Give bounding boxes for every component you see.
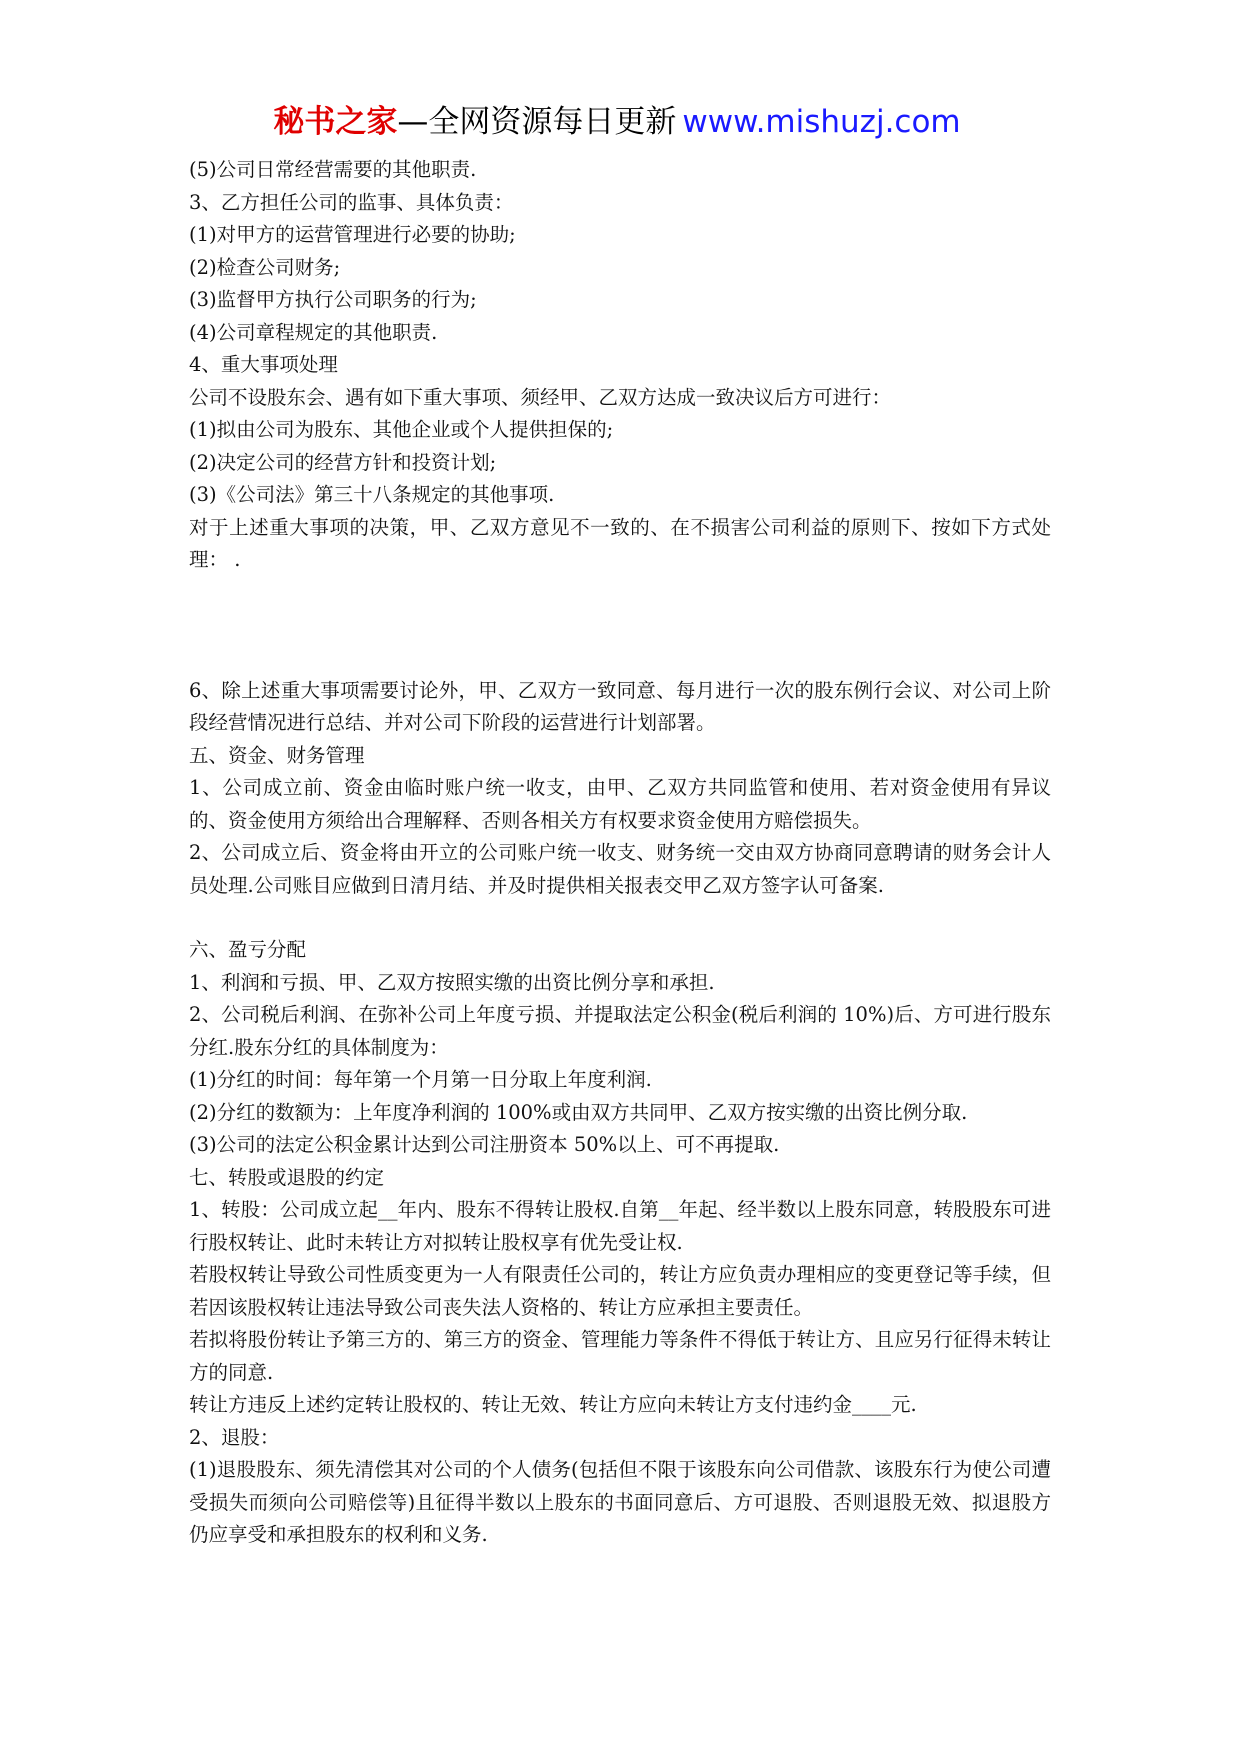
paragraph: 3、乙方担任公司的监事、具体负责： bbox=[189, 190, 514, 214]
paragraph: 2、公司税后利润、在弥补公司上年度亏损、并提取法定公积金(税后利润的 10%)后、方可进行股东分红.股东分红的具体制度为： bbox=[189, 1003, 1051, 1059]
paragraph: 公司不设股东会、遇有如下重大事项、须经甲、乙双方达成一致决议后方可进行： bbox=[189, 385, 892, 409]
document-body bbox=[189, 154, 1051, 1552]
paragraph: 转让方违反上述约定转让股权的、转让无效、转让方应向未转让方支付违约金____元. bbox=[189, 1393, 917, 1416]
paragraph: (4)公司章程规定的其他职责. bbox=[189, 320, 438, 344]
paragraph: 若股权转让导致公司性质变更为一人有限责任公司的，转让方应负责办理相应的变更登记等手续，但若因该股权转让违法导致公司丧失法人资格的、转让方应承担主要责任。 bbox=[189, 1263, 1051, 1319]
paragraph: (3)《公司法》第三十八条规定的其他事项. bbox=[189, 483, 555, 506]
paragraph: (5)公司日常经营需要的其他职责. bbox=[189, 158, 477, 181]
paragraph: (2)分红的数额为：上年度净利润的 100%或由双方共同甲、乙双方按实缴的出资比例分取. bbox=[189, 1100, 968, 1124]
header-slogan: —全网资源每日更新 bbox=[397, 104, 677, 140]
paragraph: (3)公司的法定公积金累计达到公司注册资本 50%以上、可不再提取. bbox=[189, 1133, 780, 1156]
paragraph: (3)监督甲方执行公司职务的行为; bbox=[189, 288, 477, 311]
section-heading: 六、盈亏分配 bbox=[189, 938, 307, 961]
paragraph: 1、公司成立前、资金由临时账户统一收支，由甲、乙双方共同监管和使用、若对资金使用有异议的、资金使用方须给出合理解释、否则各相关方有权要求资金使用方赔偿损失。 bbox=[189, 776, 1051, 832]
page-header bbox=[0, 102, 1234, 142]
paragraph: 2、公司成立后、资金将由开立的公司账户统一收支、财务统一交由双方协商同意聘请的财务会计人员处理.公司账目应做到日清月结、并及时提供相关报表交甲乙双方签字认可备案. bbox=[189, 841, 1051, 897]
paragraph: 4、重大事项处理 bbox=[189, 353, 338, 376]
blank-space bbox=[189, 577, 1051, 675]
paragraph: 6、除上述重大事项需要讨论外，甲、乙双方一致同意、每月进行一次的股东例行会议、对公司上阶段经营情况进行总结、并对公司下阶段的运营进行计划部署。 bbox=[189, 678, 1051, 734]
paragraph: (2)决定公司的经营方针和投资计划; bbox=[189, 450, 497, 474]
paragraph: (1)退股股东、须先清偿其对公司的个人债务(包括但不限于该股东向公司借款、该股东行为使公司遭受损失而须向公司赔偿等)且征得半数以上股东的书面同意后、方可退股、否则退股无效、拟退股方仍应享受和承担股东的权利和义务. bbox=[189, 1458, 1051, 1546]
paragraph: 若拟将股份转让予第三方的、第三方的资金、管理能力等条件不得低于转让方、且应另行征得未转让方的同意. bbox=[189, 1328, 1051, 1384]
paragraph: (1)分红的时间：每年第一个月第一日分取上年度利润. bbox=[189, 1068, 652, 1091]
paragraph: 1、利润和亏损、甲、乙双方按照实缴的出资比例分享和承担. bbox=[189, 970, 715, 994]
paragraph: 对于上述重大事项的决策，甲、乙双方意见不一致的、在不损害公司利益的原则下、按如下方式处理： . bbox=[189, 515, 1051, 571]
blank-line bbox=[189, 902, 1051, 934]
section-heading: 七、转股或退股的约定 bbox=[189, 1165, 385, 1189]
paragraph: (1)对甲方的运营管理进行必要的协助; bbox=[189, 223, 516, 246]
paragraph: 1、转股：公司成立起__年内、股东不得转让股权.自第__年起、经半数以上股东同意，转股股东可进行股权转让、此时未转让方对拟转让股权享有优先受让权. bbox=[189, 1198, 1051, 1254]
brand-name: 秘书之家 bbox=[273, 104, 398, 140]
paragraph: (1)拟由公司为股东、其他企业或个人提供担保的; bbox=[189, 418, 614, 441]
paragraph: 2、退股： bbox=[189, 1425, 280, 1449]
paragraph: (2)检查公司财务; bbox=[189, 255, 341, 279]
section-heading: 五、资金、财务管理 bbox=[189, 743, 365, 767]
header-url[interactable]: www.mishuzj.com bbox=[682, 104, 961, 140]
